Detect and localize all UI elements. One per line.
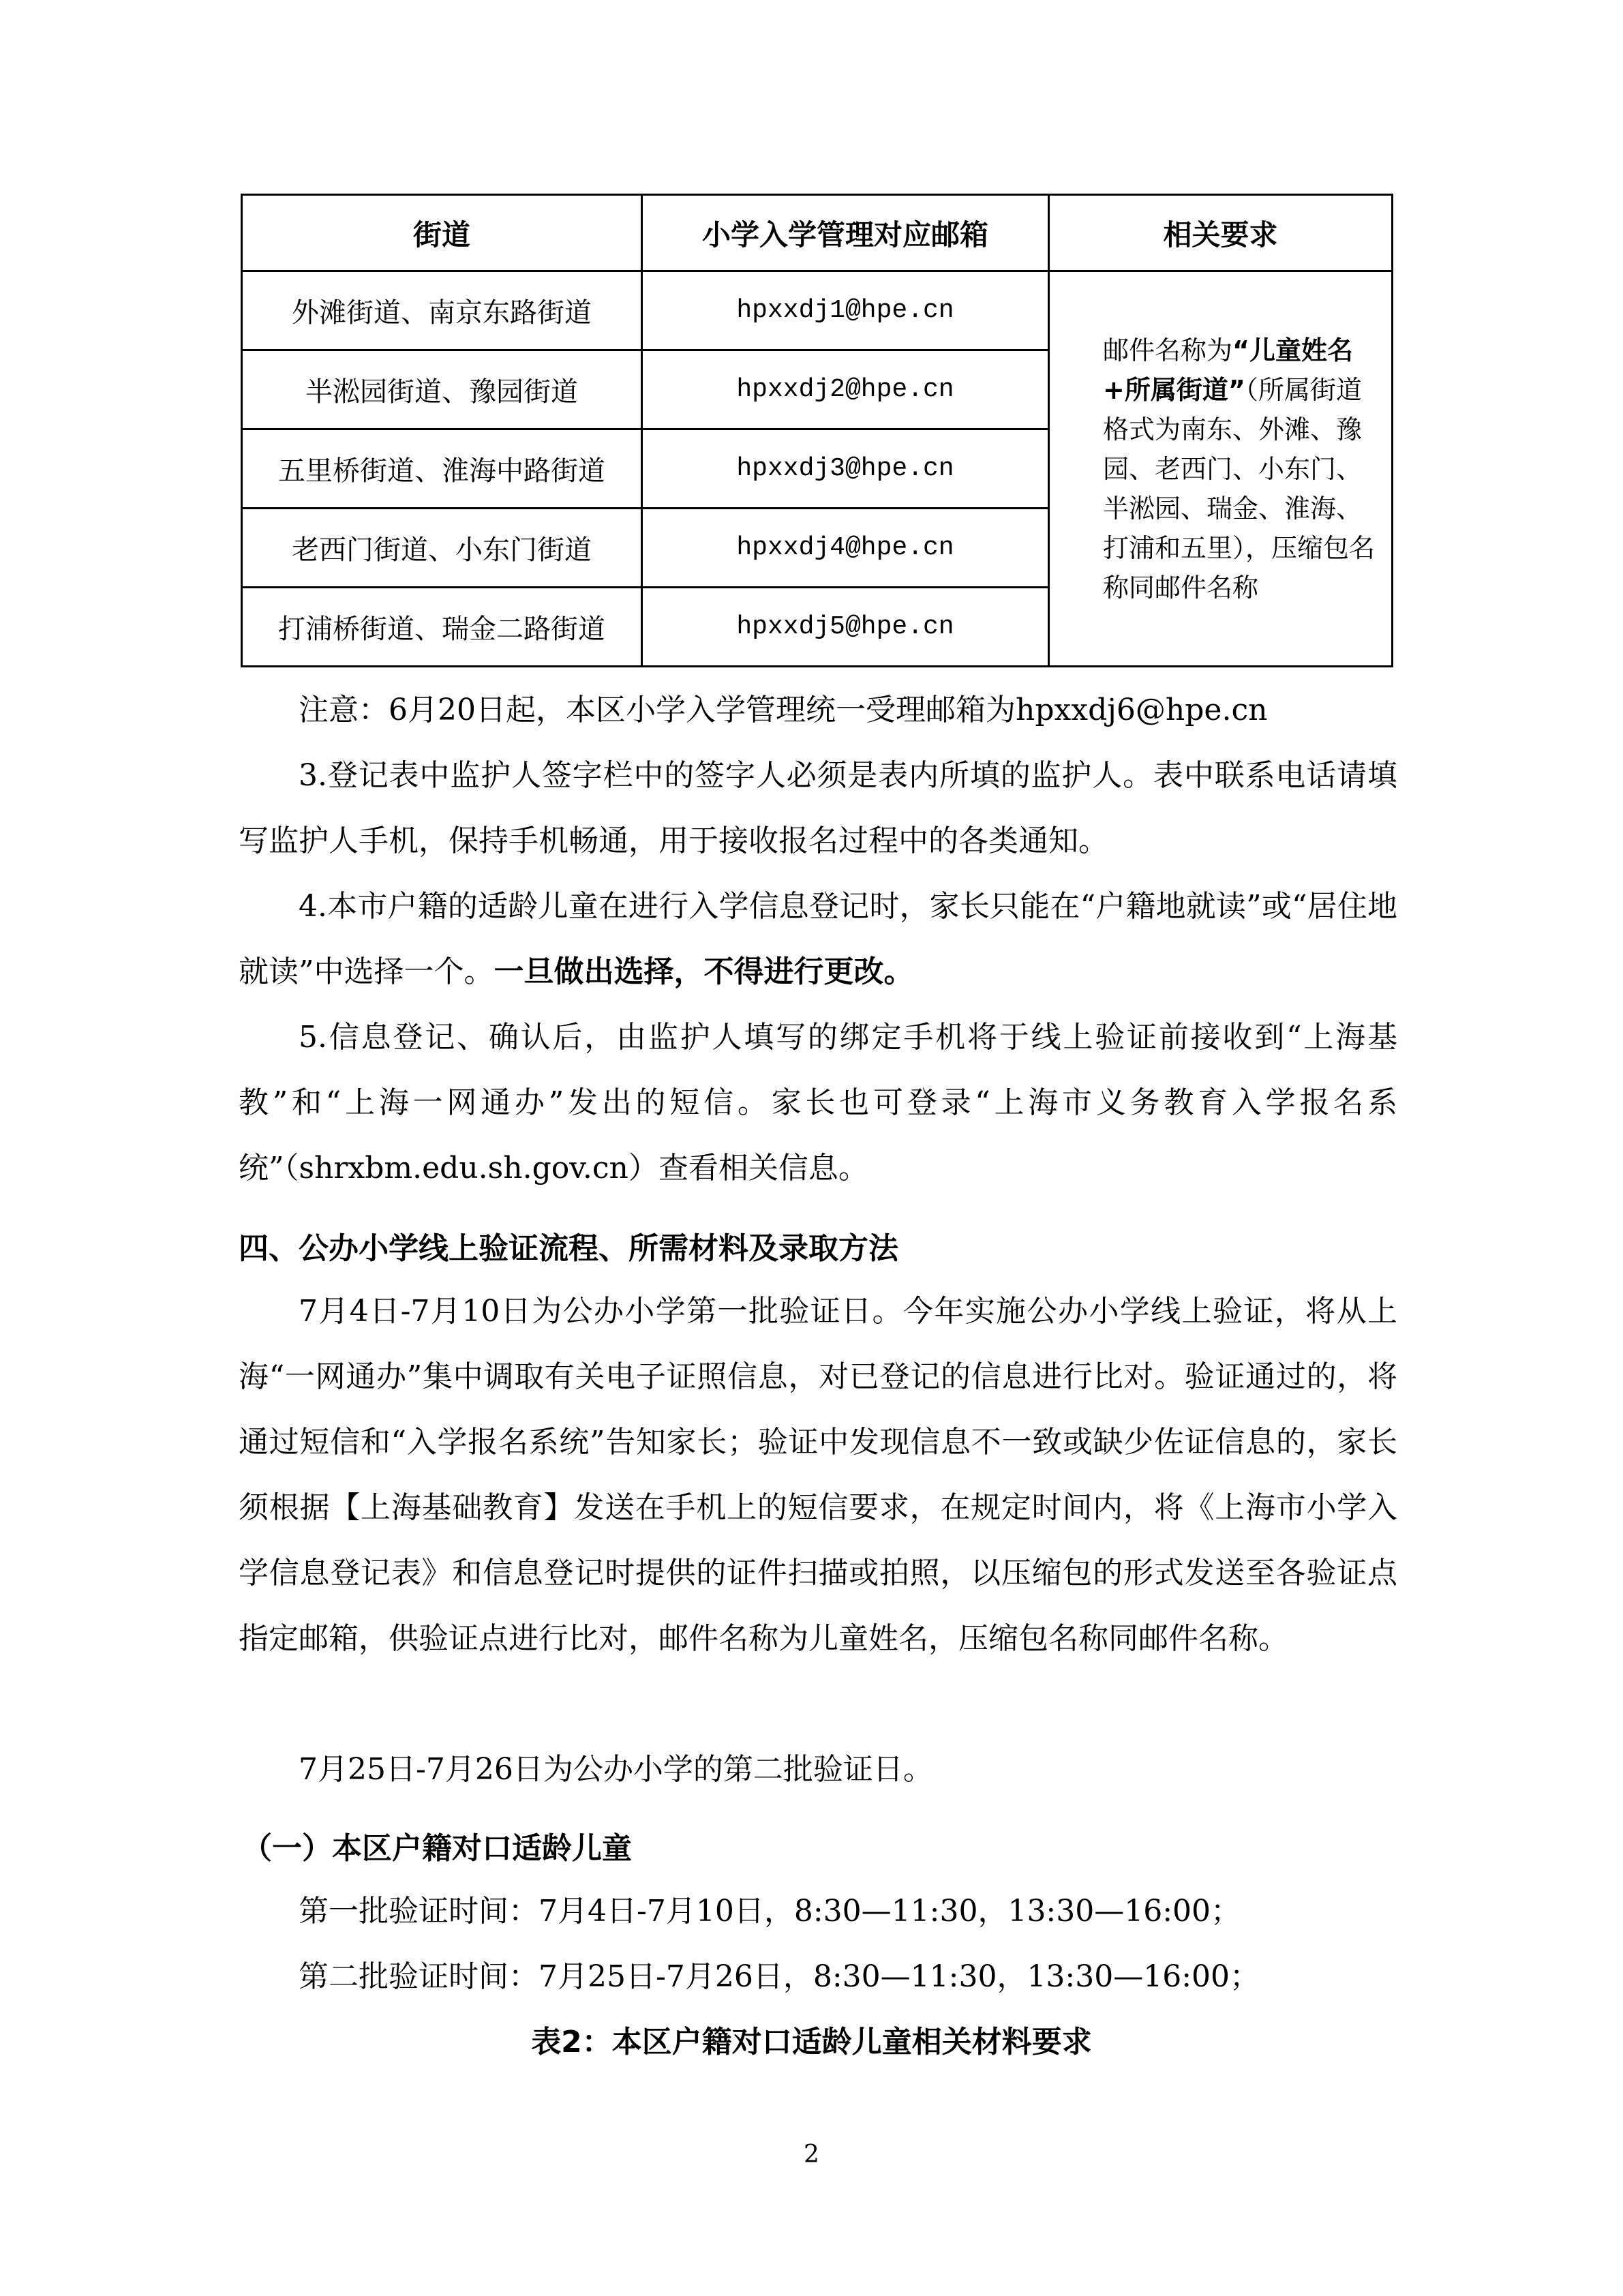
verification-time-2: 第二批验证时间：7月25日-7月26日，8:30—11:30，13:30—16:00； [299,1959,1260,1994]
item-3-paragraph: 3.登记表中监护人签字栏中的签字人必须是表内所填的监护人。表中联系电话请填写监护人手机，保持手机畅通，用于接收报名过程中的各类通知。 [239,758,1397,858]
street-cell: 打浦桥街道、瑞金二路街道 [242,588,642,667]
email-cell: hpxxdj3@hpe.cn [642,429,1049,509]
street-email-table [241,194,1393,667]
header-requirement: 相关要求 [1049,195,1393,271]
verification-time-1: 第一批验证时间：7月4日-7月10日，8:30—11:30，13:30—16:00； [299,1894,1241,1929]
street-cell: 五里桥街道、淮海中路街道 [242,429,642,509]
email-cell: hpxxdj1@hpe.cn [642,271,1049,350]
section-4-paragraph-1: 7月4日-7月10日为公办小学第一批验证日。今年实施公办小学线上验证，将从上海“一网通办”集中调取有关电子证照信息，对已登记的信息进行比对。验证通过的，将通过短信和“入学报名系统”告知家长；验证中发现信息不一致或缺少佐证信息的，家长须根据【上海基础教育】发送在手机上的短信要求，在规定时间内，将《上海市小学入学信息登记表》和信息登记时提供的证件扫描或拍照，以压缩包的形式发送至各验证点指定邮箱，供验证点进行比对，邮件名称为儿童姓名，压缩包名称同邮件名称。 [239,1294,1397,1656]
section-4-heading: 四、公办小学线上验证流程、所需材料及录取方法 [239,1231,898,1266]
email-cell: hpxxdj4@hpe.cn [642,509,1049,588]
table-header-row [242,195,1393,271]
table-row [242,271,1393,350]
subsection-1-heading: （一）本区户籍对口适龄儿童 [242,1831,632,1866]
email-cell: hpxxdj5@hpe.cn [642,588,1049,667]
email-cell: hpxxdj2@hpe.cn [642,350,1049,429]
requirement-suffix: （所属街道格式为南东、外滩、豫园、老西门、小东门、半淞园、瑞金、淮海、打浦和五里），压缩包名称同邮件名称 [1103,374,1376,603]
street-cell: 老西门街道、小东门街道 [242,509,642,588]
item-5-paragraph: 5.信息登记、确认后，由监护人填写的绑定手机将于线上验证前接收到“上海基教”和“上海一网通办”发出的短信。家长也可登录“上海市义务教育入学报名系统”（shrxbm.edu.sh.gov.cn）查看相关信息。 [239,1020,1397,1185]
item-4-text: 4.本市户籍的适龄儿童在进行入学信息登记时，家长只能在“户籍地就读”或“居住地就读”中选择一个。 [239,889,1397,989]
note-paragraph: 注意：6月20日起，本区小学入学管理统一受理邮箱为hpxxdj6@hpe.cn [299,693,1268,727]
requirement-prefix: 邮件名称为 [1103,335,1233,365]
page-number: 2 [804,2141,819,2169]
table-2-title: 表2：本区户籍对口适龄儿童相关材料要求 [531,2025,1092,2059]
street-cell: 半淞园街道、豫园街道 [242,350,642,429]
requirement-cell [1049,271,1393,667]
street-cell: 外滩街道、南京东路街道 [242,271,642,350]
item-4-bold-text: 一旦做出选择，不得进行更改。 [494,954,914,989]
item-4-paragraph [239,874,1397,1005]
header-email: 小学入学管理对应邮箱 [642,195,1049,271]
header-street: 街道 [242,195,642,271]
section-4-paragraph-2: 7月25日-7月26日为公办小学的第二批验证日。 [299,1752,933,1787]
requirement-bold: “儿童姓名+所属街道” [1103,335,1353,405]
